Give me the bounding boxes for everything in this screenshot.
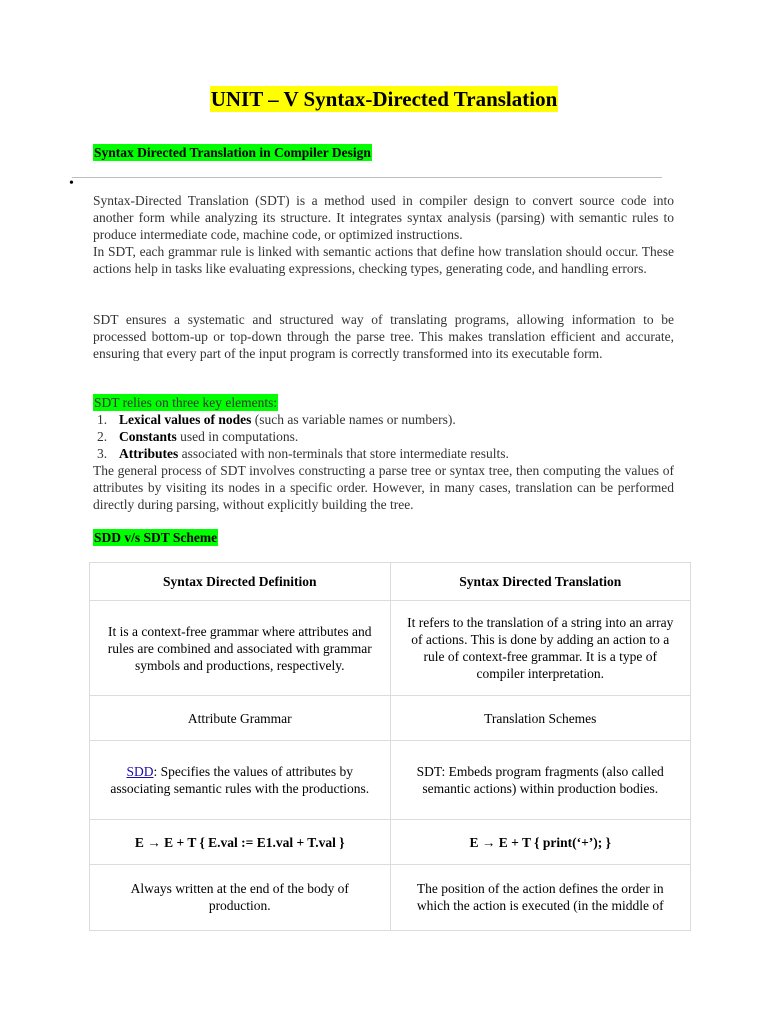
sdd-desc: : Specifies the values of attributes by associating semantic rules with the productions. — [110, 764, 370, 796]
table-cell-sdd — [90, 741, 391, 820]
table-cell-sdt: Translation Schemes — [390, 696, 691, 741]
divider — [72, 177, 662, 178]
bullet-marker: • — [69, 176, 74, 191]
list-term: Constants — [119, 429, 177, 444]
intro-paragraph-part2: In SDT, each grammar rule is linked with semantic actions that define how translation should occur. These actions help in tasks like evaluating expressions, checking types, generating code, and handling errors. — [93, 244, 674, 276]
key-elements-list — [93, 411, 509, 462]
table-cell-sdd: Attribute Grammar — [90, 696, 391, 741]
table-row — [90, 741, 691, 820]
comparison-table — [89, 562, 691, 931]
list-number: 1. — [97, 412, 108, 427]
table-cell-sdt: It refers to the translation of a string into an array of actions. This is done by adding an action to a rule of context-free grammar. It is a type of compiler interpretation. — [390, 601, 691, 696]
list-desc: used in computations. — [176, 429, 299, 444]
table-row — [90, 865, 691, 931]
list-number: 2. — [97, 429, 108, 444]
table-cell-sdt: SDT: Embeds program fragments (also called semantic actions) within production bodies. — [390, 741, 691, 820]
list-item — [93, 411, 509, 428]
list-term: Attributes — [119, 446, 179, 461]
list-item — [93, 428, 509, 445]
table-header-sdt: Syntax Directed Translation — [390, 563, 691, 601]
table-cell-sdd-example: E → E + T { E.val := E1.val + T.val } — [90, 820, 391, 865]
table-header-sdd: Syntax Directed Definition — [90, 563, 391, 601]
process-paragraph: The general process of SDT involves constructing a parse tree or syntax tree, then computing the values of attributes by visiting its nodes in a specific order. However, in many cases, translation can be performed directly during parsing, without explicitly building the tree. — [93, 463, 674, 512]
table-row — [90, 601, 691, 696]
list-number: 3. — [97, 446, 108, 461]
table-header-row — [90, 563, 691, 601]
comparison-heading: SDD v/s SDT Scheme — [94, 530, 218, 545]
table-row — [90, 696, 691, 741]
key-elements-intro: SDT relies on three key elements: — [94, 395, 278, 410]
table-cell-sdd: It is a context-free grammar where attributes and rules are combined and associated with grammar symbols and productions, respectively. — [90, 601, 391, 696]
page-title: UNIT – V Syntax-Directed Translation — [210, 87, 558, 111]
table-row — [90, 820, 691, 865]
list-desc: (such as variable names or numbers). — [251, 412, 456, 427]
intro-paragraph-part1: Syntax-Directed Translation (SDT) is a method used in compiler design to convert source code into another form while analyzing its structure. It integrates syntax analysis (parsing) with semantic rules to produce intermediate code, machine code, or optimized instructions. — [93, 193, 674, 242]
intro-paragraph — [93, 192, 674, 277]
section-heading: Syntax Directed Translation in Compiler Design — [94, 145, 371, 160]
list-desc: associated with non-terminals that store intermediate results. — [178, 446, 509, 461]
list-term: Lexical values of nodes — [119, 412, 252, 427]
table-cell-sdt-example: E → E + T { print(‘+’); } — [390, 820, 691, 865]
table-cell-sdt: The position of the action defines the order in which the action is executed (in the middle of — [390, 865, 691, 931]
sdd-link[interactable]: SDD — [126, 764, 154, 779]
list-item — [93, 445, 509, 462]
sdt-paragraph: SDT ensures a systematic and structured way of translating programs, allowing information to be processed bottom-up or top-down through the parse tree. This makes translation efficient and accurate, ensuring that every part of the input program is correctly transformed into its executable form. — [93, 312, 674, 361]
title-container — [0, 86, 768, 112]
table-cell-sdd: Always written at the end of the body of production. — [90, 865, 391, 931]
